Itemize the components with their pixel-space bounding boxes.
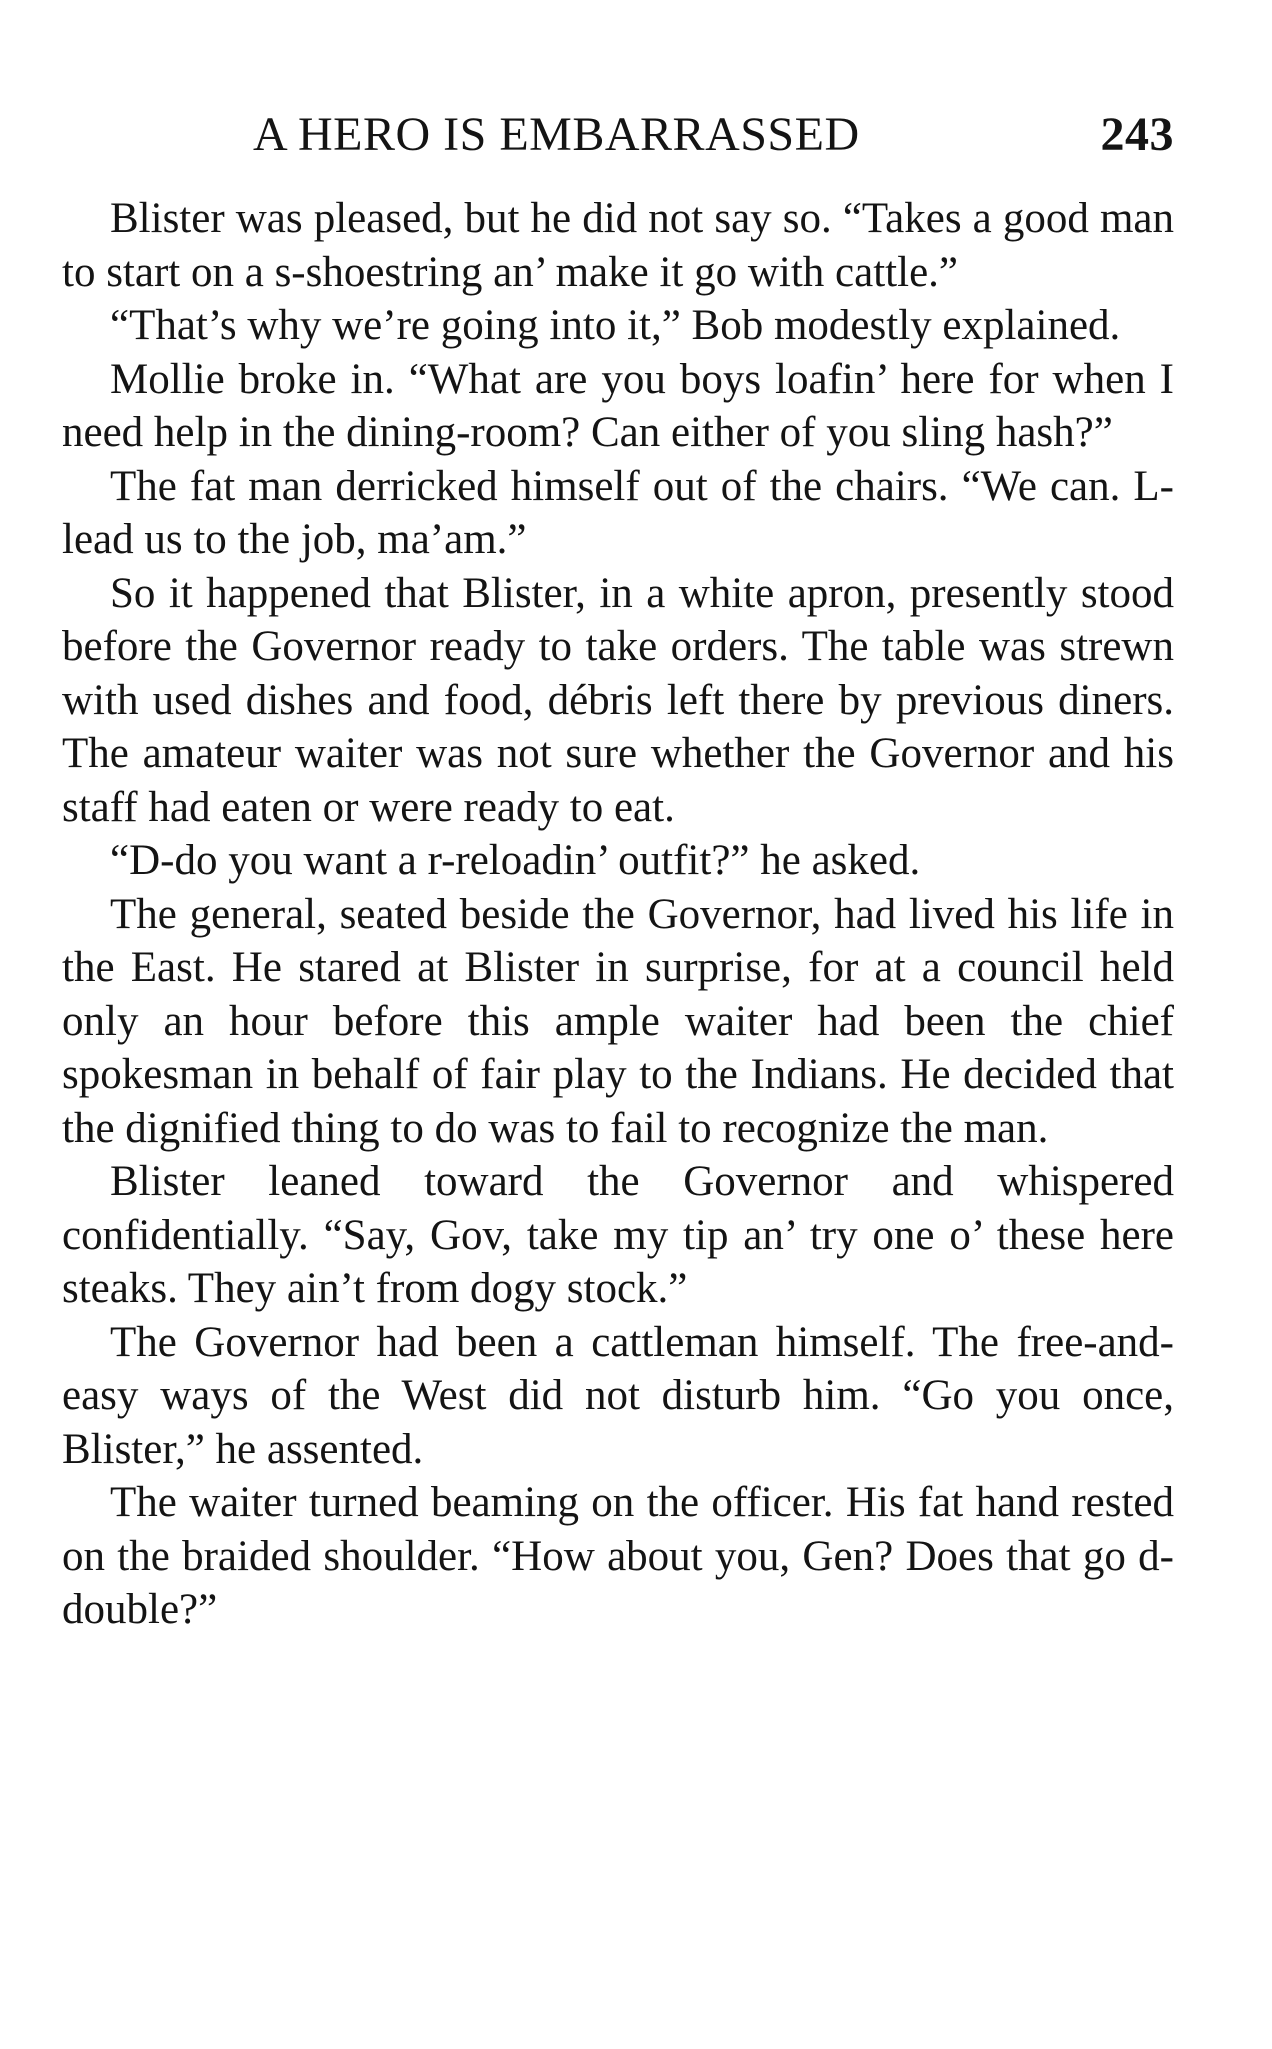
paragraph: The waiter turned beaming on the officer. His fat hand rested on the braided shoulder. “How about you, Gen? Does that go d-double?” bbox=[62, 1479, 1174, 1633]
running-title: A HERO IS EMBARRASSED bbox=[253, 108, 860, 161]
paragraph: “That’s why we’re going into it,” Bob modestly explained. bbox=[110, 302, 1121, 349]
running-head bbox=[62, 100, 1174, 170]
body-text bbox=[62, 192, 1174, 1637]
paragraph: Mollie broke in. “What are you boys loafin’ here for when I need help in the dining-room? Can either of you sling hash?” bbox=[62, 355, 1174, 456]
paragraph: Blister leaned toward the Governor and whispered confidentially. “Say, Gov, take my tip an’ try one o’ these here steaks. They ain’t from dogy stock.” bbox=[62, 1158, 1174, 1312]
paragraph: The Governor had been a cattleman himself. The free-and-easy ways of the West did not disturb him. “Go you once, Blister,” he assented. bbox=[62, 1318, 1174, 1473]
paragraph: Blister was pleased, but he did not say so. “Takes a good man to start on a s-shoestring an’ make it go with cattle.” bbox=[62, 195, 1174, 296]
book-page bbox=[62, 100, 1174, 1637]
paragraph: The general, seated beside the Governor, had lived his life in the East. He stared at Blister in surprise, for at a council held only an hour before this ample waiter had been the chief spokesman in behalf of fair play to the Indians. He decided that the dignified thing to do was to fail to recognize the man. bbox=[62, 890, 1174, 1152]
paragraph: The fat man derricked himself out of the chairs. “We can. L-lead us to the job, ma’am.” bbox=[62, 462, 1174, 563]
page-number: 243 bbox=[1100, 108, 1174, 161]
paragraph: So it happened that Blister, in a white apron, presently stood before the Governor ready to take orders. The table was strewn with used dishes and food, débris left there by previous diners. The amateur waiter was not sure whether the Governor and his staff had eaten or were ready to eat. bbox=[62, 569, 1174, 831]
paragraph: “D-do you want a r-reloadin’ outfit?” he asked. bbox=[110, 837, 921, 884]
